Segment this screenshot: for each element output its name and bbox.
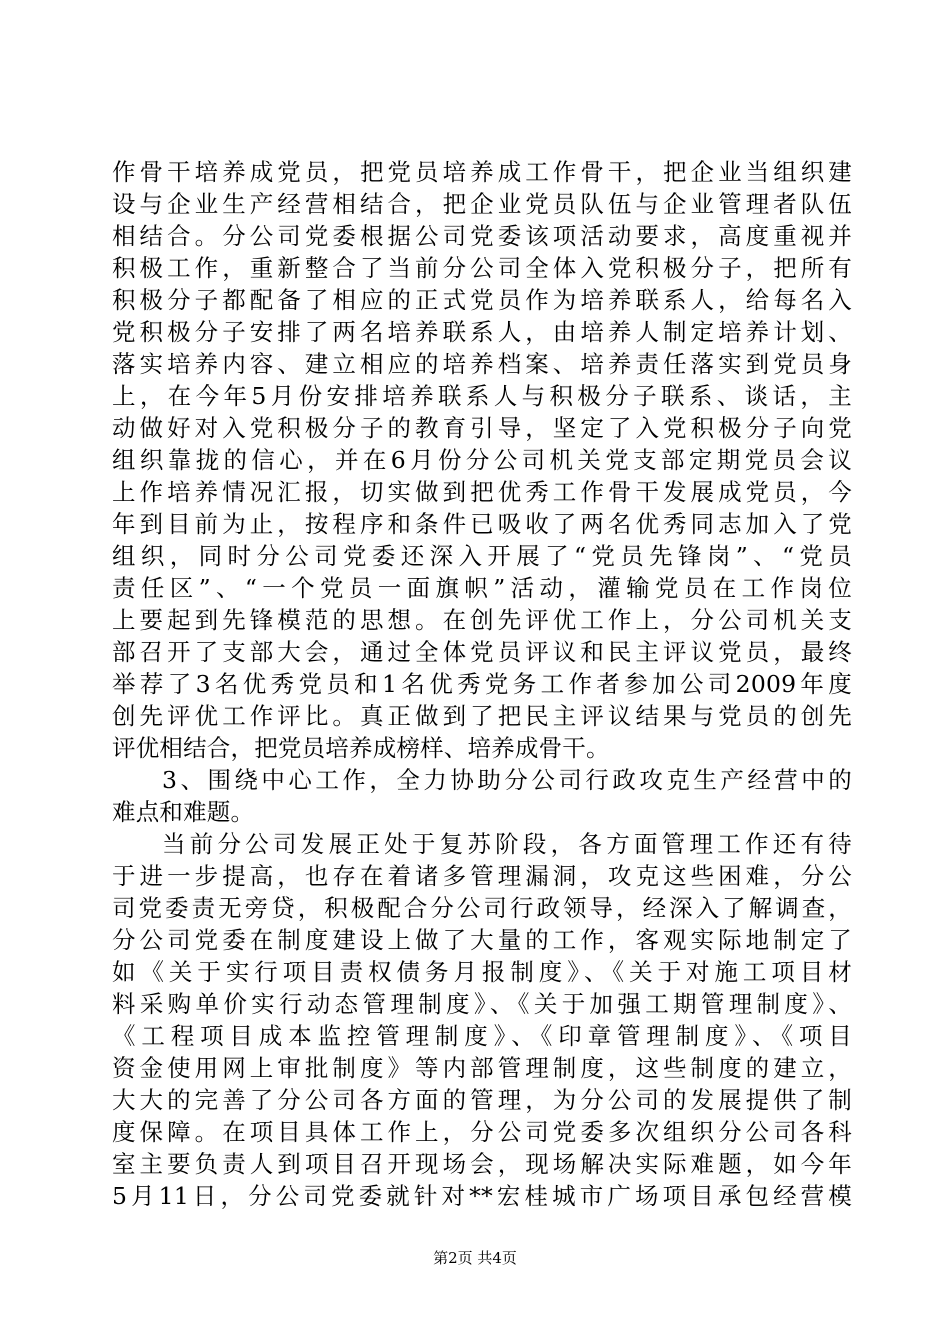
- text-line: 当前分公司发展正处于复苏阶段，各方面管理工作还有待: [162, 830, 852, 858]
- text-line: 相结合。分公司党委根据公司党委该项活动要求，高度重视并: [112, 222, 852, 250]
- text-line: 动做好对入党积极分子的教育引导，坚定了入党积极分子向党: [112, 414, 852, 442]
- text-line: 组织，同时分公司党委还深入开展了“党员先锋岗”、“党员: [112, 542, 852, 570]
- text-line: 积极分子都配备了相应的正式党员作为培养联系人，给每名入: [112, 286, 852, 314]
- text-line: 创先评优工作评比。真正做到了把民主评议结果与党员的创先: [112, 702, 852, 730]
- text-line: 5月11日，分公司党委就针对**宏桂城市广场项目承包经营模: [112, 1182, 852, 1210]
- text-line: 作骨干培养成党员，把党员培养成工作骨干，把企业当组织建: [112, 158, 852, 186]
- text-line: 如《关于实行项目责权债务月报制度》、《关于对施工项目材: [112, 958, 852, 986]
- text-line: 评优相结合，把党员培养成榜样、培养成骨干。: [112, 734, 610, 762]
- text-line: 年到目前为止，按程序和条件已吸收了两名优秀同志加入了党: [112, 510, 852, 538]
- text-line: 于进一步提高，也存在着诸多管理漏洞，攻克这些困难，分公: [112, 862, 852, 890]
- text-line: 上，在今年5月份安排培养联系人与积极分子联系、谈话，主: [112, 382, 852, 410]
- text-line: 分公司党委在制度建设上做了大量的工作，客观实际地制定了: [112, 926, 852, 954]
- text-line: 举荐了3名优秀党员和1名优秀党务工作者参加公司2009年度: [112, 670, 852, 698]
- text-line: 室主要负责人到项目召开现场会，现场解决实际难题，如今年: [112, 1150, 852, 1178]
- section-heading-line: 3、围绕中心工作，全力协助分公司行政攻克生产经营中的: [162, 766, 852, 794]
- text-line: 司党委责无旁贷，积极配合分公司行政领导，经深入了解调查，: [112, 894, 852, 922]
- document-body: [112, 156, 852, 1212]
- text-line: 上作培养情况汇报，切实做到把优秀工作骨干发展成党员，今: [112, 478, 852, 506]
- text-line: 积极工作，重新整合了当前分公司全体入党积极分子，把所有: [112, 254, 852, 282]
- text-line: 设与企业生产经营相结合，把企业党员队伍与企业管理者队伍: [112, 190, 852, 218]
- text-line: 落实培养内容、建立相应的培养档案、培养责任落实到党员身: [112, 350, 852, 378]
- text-line: 上要起到先锋模范的思想。在创先评优工作上，分公司机关支: [112, 606, 852, 634]
- text-line: 资金使用网上审批制度》等内部管理制度，这些制度的建立，: [112, 1054, 852, 1082]
- section-heading-line: 难点和难题。: [112, 798, 255, 826]
- text-line: 度保障。在项目具体工作上，分公司党委多次组织分公司各科: [112, 1118, 852, 1146]
- text-line: 党积极分子安排了两名培养联系人，由培养人制定培养计划、: [112, 318, 852, 346]
- text-line: 料采购单价实行动态管理制度》、《关于加强工期管理制度》、: [112, 990, 852, 1018]
- page-number-footer: 第2页 共4页: [433, 1249, 517, 1267]
- text-line: 大大的完善了分公司各方面的管理，为分公司的发展提供了制: [112, 1086, 852, 1114]
- text-line: 《工程项目成本监控管理制度》、《印章管理制度》、《项目: [112, 1022, 852, 1050]
- text-line: 责任区”、“一个党员一面旗帜”活动，灌输党员在工作岗位: [112, 574, 852, 602]
- text-line: 组织靠拢的信心，并在6月份分公司机关党支部定期党员会议: [112, 446, 852, 474]
- text-line: 部召开了支部大会，通过全体党员评议和民主评议党员，最终: [112, 638, 852, 666]
